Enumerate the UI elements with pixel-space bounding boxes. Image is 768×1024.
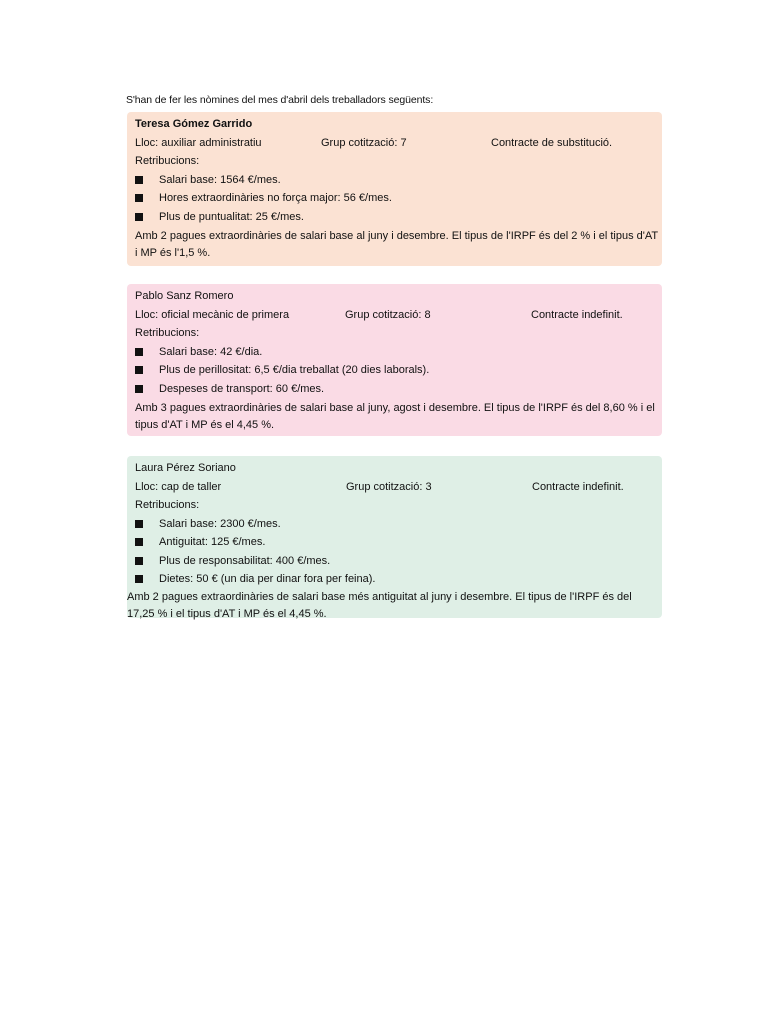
bullet-square-icon bbox=[135, 520, 143, 528]
worker-info-row bbox=[135, 134, 662, 153]
bullet-square-icon bbox=[135, 557, 143, 565]
bullet-square-icon bbox=[135, 575, 143, 583]
list-item bbox=[135, 533, 662, 552]
worker-contract: Contracte indefinit. bbox=[531, 308, 623, 321]
item-text: Plus de puntualitat: 25 €/mes. bbox=[159, 210, 304, 223]
item-text: Salari base: 2300 €/mes. bbox=[159, 517, 281, 530]
worker-card bbox=[127, 456, 662, 618]
list-item bbox=[135, 570, 662, 589]
bullet-square-icon bbox=[135, 538, 143, 546]
item-text: Salari base: 1564 €/mes. bbox=[159, 173, 281, 186]
retributions-list bbox=[135, 171, 662, 227]
item-text: Plus de responsabilitat: 400 €/mes. bbox=[159, 554, 331, 567]
list-item bbox=[135, 208, 662, 227]
retributions-label: Retribucions: bbox=[135, 499, 200, 511]
list-item bbox=[135, 361, 662, 380]
worker-card bbox=[127, 112, 662, 266]
retributions-list bbox=[135, 515, 662, 589]
worker-name: Teresa Gómez Garrido bbox=[135, 118, 253, 130]
bullet-square-icon bbox=[135, 348, 143, 356]
retributions-label: Retribucions: bbox=[135, 327, 200, 339]
bullet-square-icon bbox=[135, 213, 143, 221]
worker-contract: Contracte de substitució. bbox=[491, 136, 613, 149]
list-item bbox=[135, 515, 662, 534]
worker-info-row bbox=[135, 306, 662, 325]
worker-note: Amb 3 pagues extraordinàries de salari base al juny, agost i desembre. El tipus de l'IRPF és del 8,60 % i el tipus d'AT i MP és el 4,45 %. bbox=[135, 402, 655, 431]
bullet-square-icon bbox=[135, 366, 143, 374]
bullet-square-icon bbox=[135, 385, 143, 393]
worker-group: Grup cotització: 7 bbox=[321, 136, 407, 149]
worker-name: Pablo Sanz Romero bbox=[135, 290, 234, 302]
list-item bbox=[135, 552, 662, 571]
item-text: Salari base: 42 €/dia. bbox=[159, 345, 263, 358]
worker-place: Lloc: oficial mecànic de primera bbox=[135, 308, 290, 321]
worker-group: Grup cotització: 8 bbox=[345, 308, 431, 321]
retributions-label: Retribucions: bbox=[135, 155, 200, 167]
worker-info-row bbox=[135, 478, 662, 497]
item-text: Dietes: 50 € (un dia per dinar fora per feina). bbox=[159, 573, 376, 585]
retributions-list bbox=[135, 343, 662, 399]
worker-note: Amb 2 pagues extraordinàries de salari base més antiguitat al juny i desembre. El tipus de l'IRPF és del 17,25 % i el tipus d'AT i MP és el 4,45 %. bbox=[127, 590, 632, 620]
intro-text: S'han de fer les nòmines del mes d'abril dels treballadors següents: bbox=[126, 94, 434, 106]
item-text: Antiguitat: 125 €/mes. bbox=[159, 536, 266, 548]
worker-contract: Contracte indefinit. bbox=[532, 480, 624, 493]
worker-name: Laura Pérez Soriano bbox=[135, 462, 236, 474]
list-item bbox=[135, 171, 662, 190]
worker-group: Grup cotització: 3 bbox=[346, 480, 432, 493]
item-text: Despeses de transport: 60 €/mes. bbox=[159, 382, 325, 395]
bullet-square-icon bbox=[135, 194, 143, 202]
list-item bbox=[135, 343, 662, 362]
list-item bbox=[135, 189, 662, 208]
worker-card bbox=[127, 284, 662, 436]
list-item bbox=[135, 380, 662, 399]
item-text: Plus de perillositat: 6,5 €/dia treballat (20 dies laborals). bbox=[159, 364, 430, 376]
worker-place: Lloc: auxiliar administratiu bbox=[135, 136, 262, 149]
worker-note: Amb 2 pagues extraordinàries de salari base al juny i desembre. El tipus de l'IRPF és del 2 % i el tipus d'AT i MP és l'1,5 %. bbox=[135, 230, 658, 259]
item-text: Hores extraordinàries no força major: 56 €/mes. bbox=[159, 192, 392, 204]
worker-place: Lloc: cap de taller bbox=[135, 480, 222, 493]
bullet-square-icon bbox=[135, 176, 143, 184]
